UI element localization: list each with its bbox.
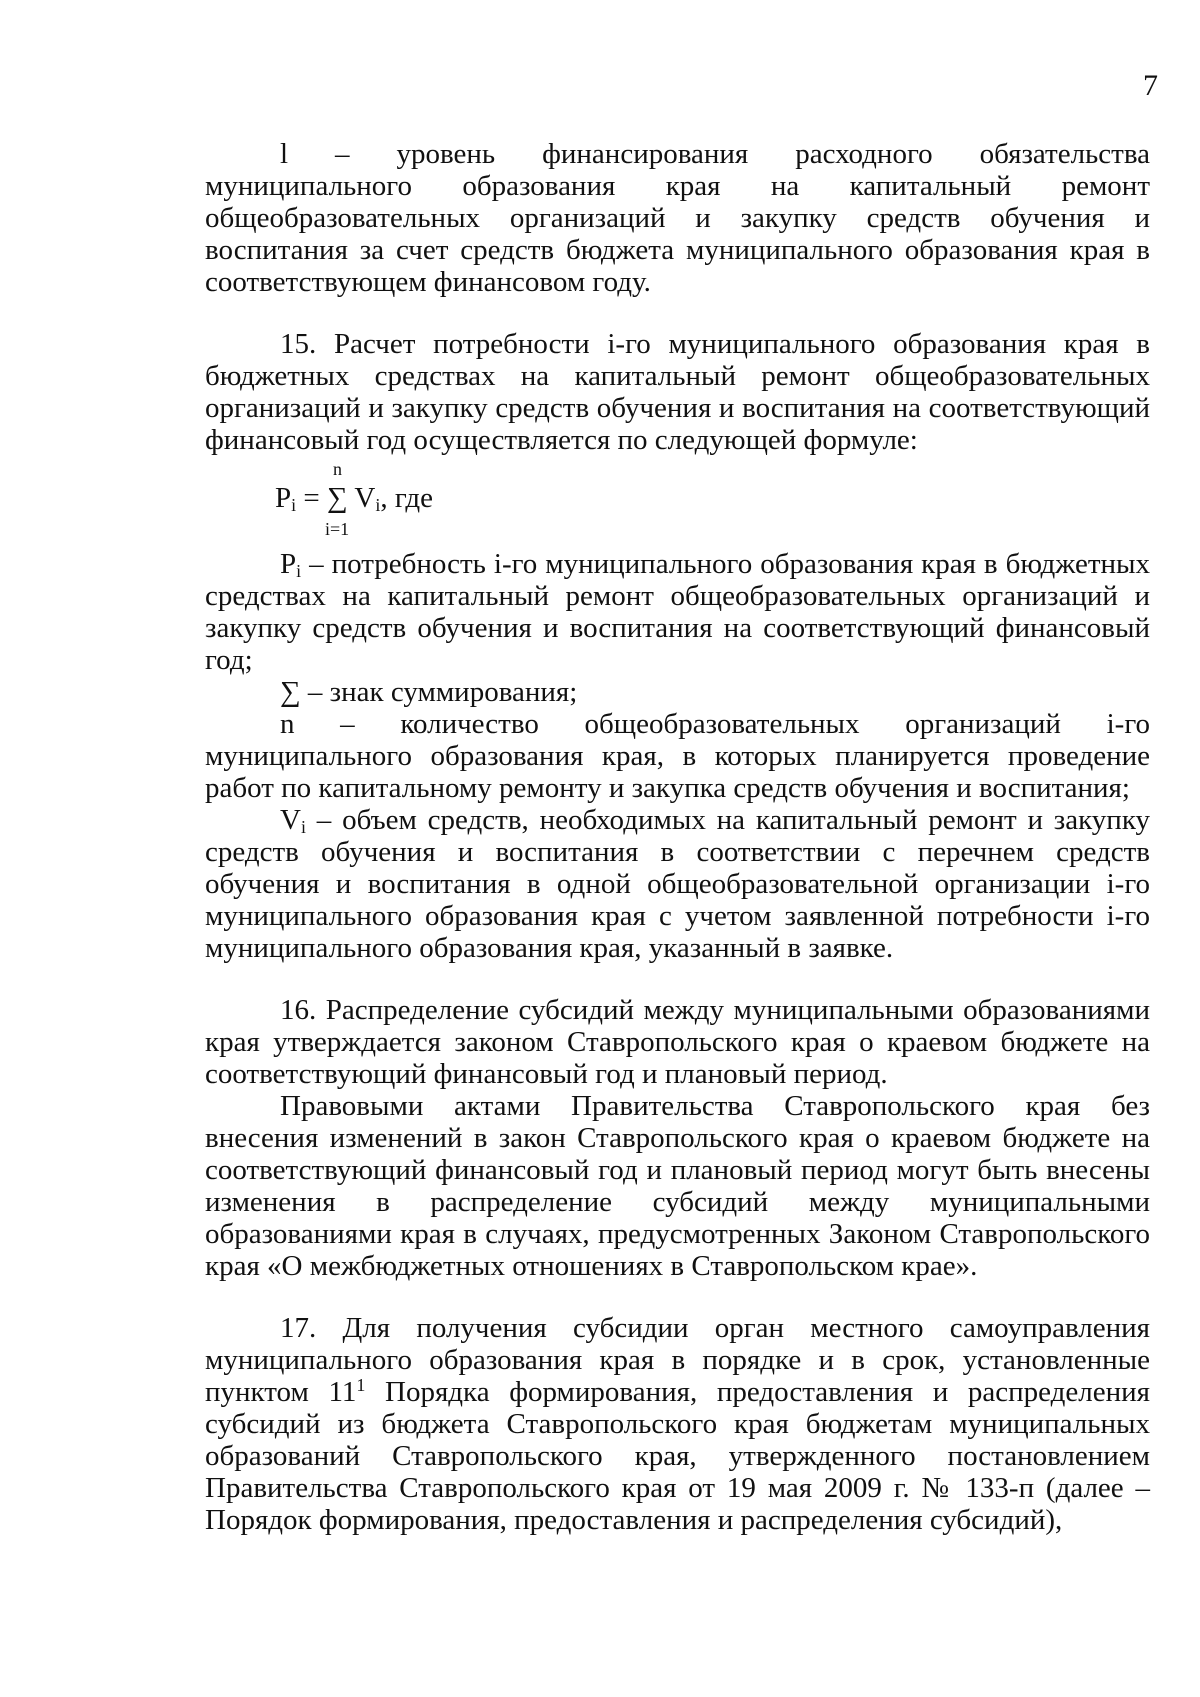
formula-lhs-subscript: i [291, 495, 297, 515]
paragraph-gap [205, 1282, 1150, 1312]
formula-expression [275, 482, 433, 514]
definition-v [205, 804, 1150, 964]
formula-rhs-subscript: i [375, 495, 381, 515]
paragraph-16-continued: Правовыми актами Правительства Ставропольского края без внесения изменений в закон Ставропольского края о краевом бюджете на соответствующий финансовый год и плановый период могут быть внесены изменения в распределение субсидий между муниципальными образованиями края в случаях, предусмотренных Законом Ставропольского края «О межбюджетных отношениях в Ставропольском крае». [205, 1090, 1150, 1282]
paragraph-l-definition: l – уровень финансирования расходного обязательства муниципального образования края на капитальный ремонт общеобразовательных организаций и закупку средств обучения и воспитания за счет средств бюджета муниципального образования края в соответствующем финансовом году. [205, 138, 1150, 298]
paragraph-17-part-a: 17. Для получения субсидии орган местного самоуправления муниципального образования края в порядке и в срок, установленные пунктом 11 [205, 1312, 1150, 1408]
paragraph-16: 16. Распределение субсидий между муниципальными образованиями края утверждается законом Ставропольского края о краевом бюджете на соответствующий финансовый год и плановый период. [205, 994, 1150, 1090]
paragraph-15: 15. Расчет потребности i-го муниципального образования края в бюджетных средствах на капитальный ремонт общеобразовательных организаций и закупку средств обучения и воспитания на соответствующий финансовый год осуществляется по следующей формуле: [205, 328, 1150, 456]
sum-formula [275, 460, 1150, 542]
definition-v-subscript: i [300, 817, 306, 837]
definition-v-symbol: V [280, 804, 301, 836]
document-body [205, 138, 1150, 1536]
definition-p-subscript: i [296, 561, 302, 581]
paragraph-gap [205, 298, 1150, 328]
formula-upper-limit: n [333, 459, 342, 479]
definition-p [205, 548, 1150, 676]
definition-v-text: – объем средств, необходимых на капитальный ремонт и закупку средств обучения и воспитания в соответствии с перечнем средств обучения и воспитания в одной общеобразовательной организации i-го муниципального образования края с учетом заявленной потребности i-го муниципального образования края, указанный в заявке. [205, 804, 1150, 964]
formula-sum: = ∑ V [296, 482, 376, 514]
paragraph-17 [205, 1312, 1150, 1536]
paragraph-gap [205, 964, 1150, 994]
paragraph-17-superscript: 1 [356, 1375, 366, 1395]
definition-p-symbol: P [280, 548, 297, 580]
definition-p-text: – потребность i-го муниципального образования края в бюджетных средствах на капитальный ремонт общеобразовательных организаций и закупку средств обучения и воспитания на соответствующий финансовый год; [205, 548, 1150, 676]
formula-tail: , где [380, 482, 433, 514]
paragraph-17-part-b: Порядка формирования, предоставления и распределения субсидий из бюджета Ставропольского края бюджетам муниципальных образований Ставропольского края, утвержденного постановлением Правительства Ставропольского края от 19 мая 2009 г. № 133-п (далее – Порядок формирования, предоставления и распределения субсидий), [205, 1376, 1151, 1536]
definition-n: n – количество общеобразовательных организаций i-го муниципального образования края, в которых планируется проведение работ по капитальному ремонту и закупка средств обучения и воспитания; [205, 708, 1150, 804]
page-number: 7 [1143, 69, 1158, 102]
formula-lower-limit: i=1 [325, 519, 350, 539]
definition-sum: ∑ – знак суммирования; [280, 676, 578, 708]
formula-lhs: P [275, 482, 292, 514]
